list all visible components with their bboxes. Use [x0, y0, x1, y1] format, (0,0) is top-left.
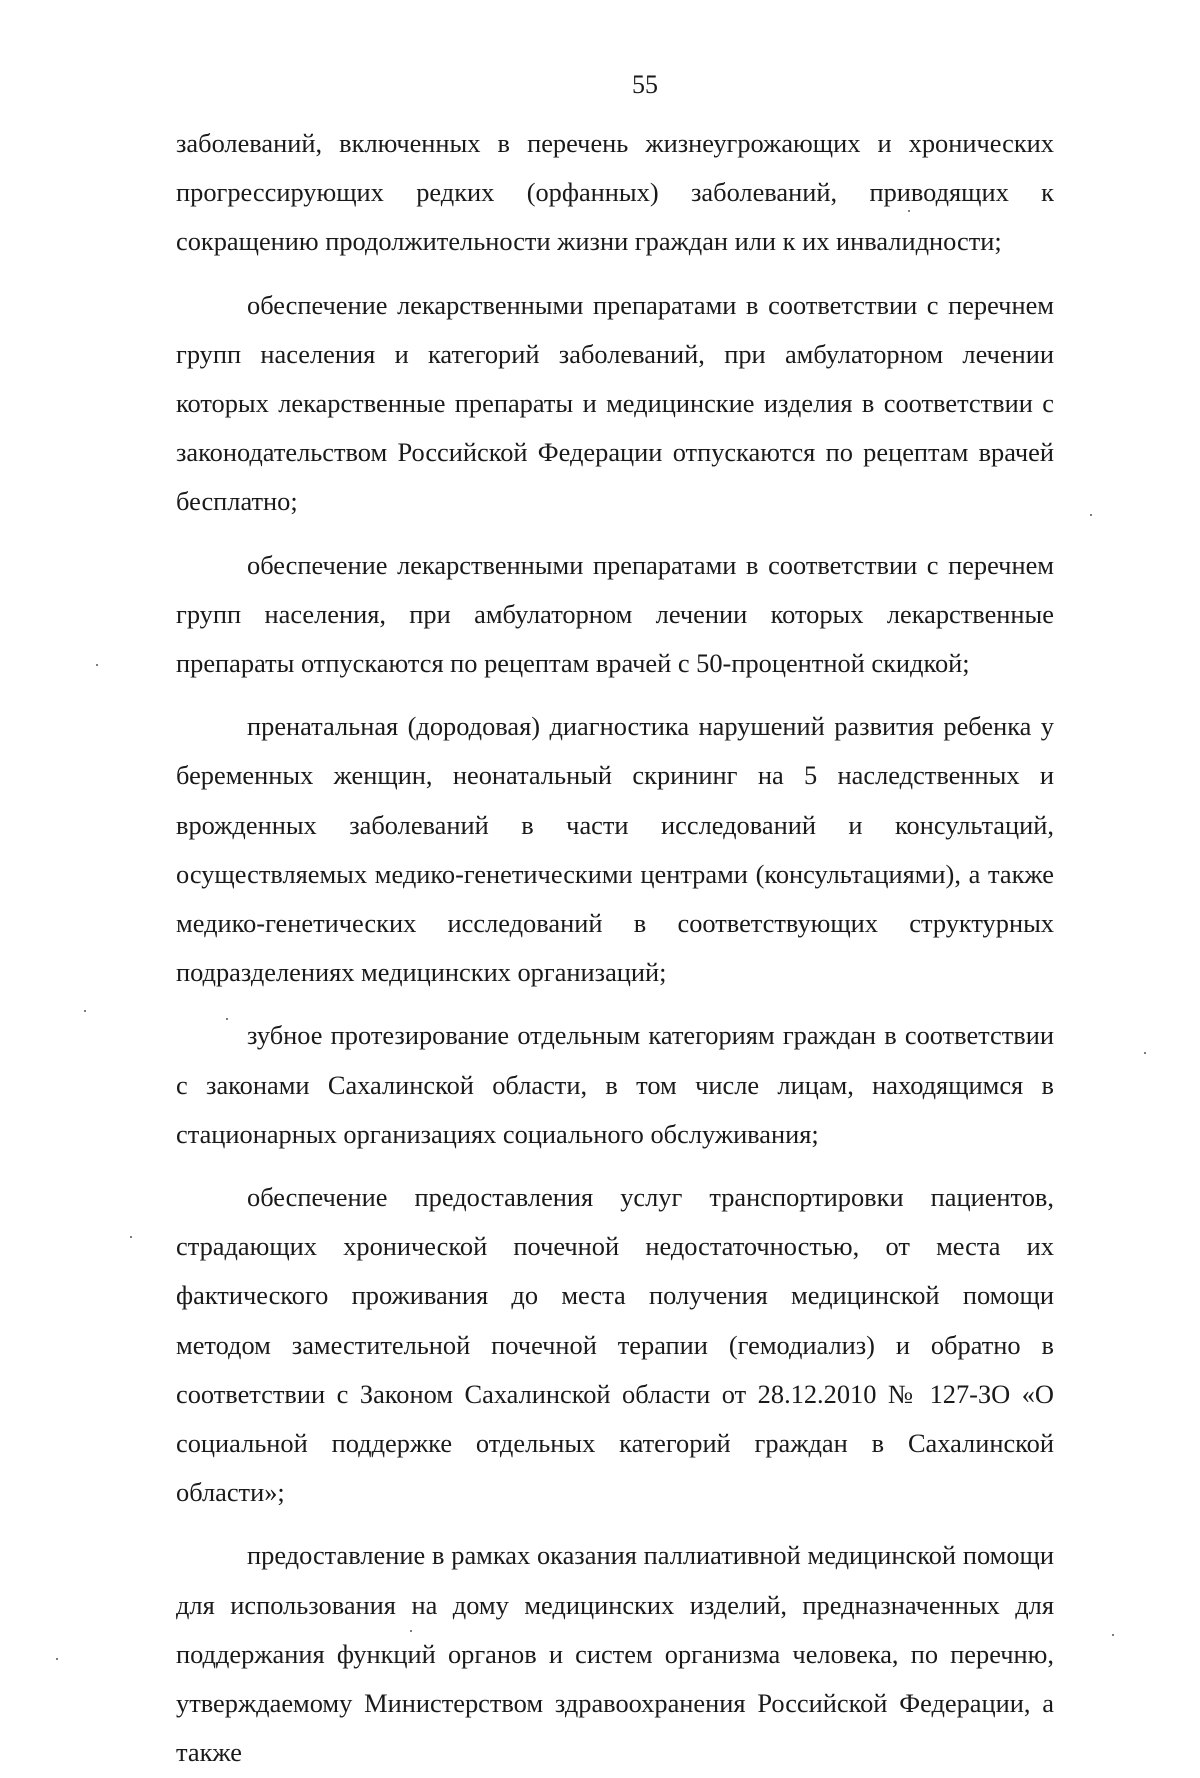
scan-speck: [130, 1236, 132, 1238]
scan-speck: [908, 210, 910, 212]
body-text: [176, 119, 1054, 1778]
paragraph-prenatal-diagnostics: пренатальная (дородовая) диагностика нарушений развития ребенка у беременных женщин, неонатальный скрининг на 5 наследственных и врожденных заболеваний в части исследований и консультаций, осуществляемых медико-генетическими центрами (консультациями), а также медико-генетических исследований в соответствующих структурных подразделениях медицинских организаций;: [176, 711, 1054, 988]
page-number: 55: [632, 70, 658, 99]
scan-speck: [226, 1018, 228, 1020]
scan-speck: [1090, 514, 1092, 516]
scan-speck: [1112, 1634, 1114, 1636]
scan-speck: [1144, 1052, 1146, 1054]
scan-speck: [410, 1630, 412, 1632]
scan-speck: [84, 1010, 86, 1012]
paragraph-drug-provision-free: обеспечение лекарственными препаратами в соответствии с перечнем групп населения и категорий заболеваний, при амбулаторном лечении которых лекарственные препараты и медицинские изделия в соответствии с законодательством Российской Федерации отпускаются по рецептам врачей бесплатно;: [176, 289, 1054, 517]
paragraph-continuation: заболеваний, включенных в перечень жизнеугрожающих и хронических прогрессирующих редких (орфанных) заболеваний, приводящих к сокращению продолжительности жизни граждан или к их инвалидности;: [176, 128, 1054, 257]
scan-speck: [56, 1658, 58, 1660]
paragraph-dialysis-transport: обеспечение предоставления услуг транспортировки пациентов, страдающих хронической почечной недостаточностью, от места их фактического проживания до места получения медицинской помощи методом заместительной почечной терапии (гемодиализ) и обратно в соответствии с Законом Сахалинской области от 28.12.2010 № 127-ЗО «О социальной поддержке отдельных категорий граждан в Сахалинской области»;: [176, 1182, 1054, 1508]
paragraph-dental-prosthetics: зубное протезирование отдельным категориям граждан в соответствии с законами Сахалинской области, в том числе лицам, находящимся в стационарных организациях социального обслуживания;: [176, 1020, 1054, 1149]
paragraph-drug-provision-discount: обеспечение лекарственными препаратами в соответствии с перечнем групп населения, при амбулаторном лечении которых лекарственные препараты отпускаются по рецептам врачей с 50-процентной скидкой;: [176, 549, 1054, 679]
paragraph-palliative-devices: предоставление в рамках оказания паллиативной медицинской помощи для использования на дому медицинских изделий, предназначенных для поддержания функций органов и систем организма человека, по перечню, утверждаемому Министерством здравоохранения Российской Федерации, а также: [176, 1540, 1054, 1768]
scan-speck: [96, 664, 98, 666]
